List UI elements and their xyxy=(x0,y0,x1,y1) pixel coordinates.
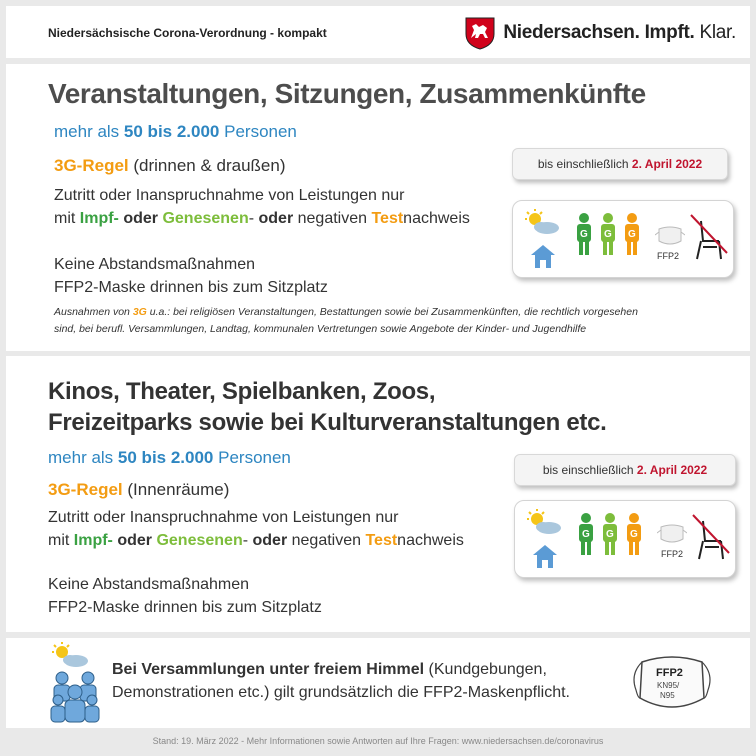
section-title: Veranstaltungen, Sitzungen, Zusammenkünfte xyxy=(48,78,646,109)
sun-cloud-icon xyxy=(50,642,90,668)
assembly-text: Bei Versammlungen unter freiem Himmel (Kundgebungen, Demonstrationen etc.) gilt grundsätzlich die FFP2-Maskenpflicht. xyxy=(112,661,570,701)
sun-cloud-icon xyxy=(523,209,561,235)
ffp2-label: FFP2 xyxy=(661,549,684,559)
measures-text: Keine Abstandsmaßnahmen FFP2-Maske drinnen bis zum Sitzplatz xyxy=(54,256,328,296)
section-culture xyxy=(6,356,750,632)
no-distancing-chair-icon xyxy=(691,513,731,561)
ffp2-label: FFP2 xyxy=(657,251,680,261)
svg-text:G: G xyxy=(606,529,614,540)
validity-date-badge: bis einschließlich 2. April 2022 xyxy=(514,454,736,486)
ffp2-mask-icon xyxy=(657,523,687,545)
access-text: Zutritt oder Inanspruchnahme von Leistungen nur mit Impf- oder Genesenen- oder negativen Testnachweis xyxy=(48,509,464,549)
3g-people-icon xyxy=(573,213,643,259)
mask-text-kn95: KN95/ xyxy=(657,681,680,690)
brand xyxy=(463,16,736,50)
niedersachsen-crest-icon xyxy=(463,16,497,50)
svg-text:G: G xyxy=(582,529,590,540)
section-assemblies xyxy=(6,638,750,728)
house-icon xyxy=(531,543,559,569)
access-text: Zutritt oder Inanspruchnahme von Leistungen nur mit Impf- oder Genesenen- oder negativen Testnachweis xyxy=(54,187,470,227)
footer: Stand: 19. März 2022 - Mehr Informationen sowie Antworten auf Ihre Fragen: www.niedersachsen.de/coronavirus xyxy=(152,736,604,746)
svg-text:G: G xyxy=(580,229,588,240)
section-events xyxy=(6,64,750,351)
crowd-icon xyxy=(50,670,100,724)
rules-icon-box xyxy=(514,500,736,578)
mask-text-ffp2: FFP2 xyxy=(656,667,683,679)
svg-text:G: G xyxy=(630,529,638,540)
svg-text:G: G xyxy=(604,229,612,240)
validity-date-badge: bis einschließlich 2. April 2022 xyxy=(512,148,728,180)
3g-people-icon xyxy=(575,513,645,559)
measures-text: Keine Abstandsmaßnahmen FFP2-Maske drinnen bis zum Sitzplatz xyxy=(48,576,322,616)
section-title: Kinos, Theater, Spielbanken, Zoos, Freizeitparks sowie bei Kulturveranstaltungen etc. xyxy=(48,378,607,436)
ffp2-mask-icon xyxy=(630,654,714,716)
size-limit: mehr als 50 bis 2.000 Personen xyxy=(48,448,291,467)
document-title: Niedersächsische Corona-Verordnung - kompakt xyxy=(48,26,327,40)
rule-line: 3G-Regel (Innenräume) xyxy=(48,480,230,499)
size-limit: mehr als 50 bis 2.000 Personen xyxy=(54,122,297,141)
ffp2-mask-icon xyxy=(655,225,685,247)
no-distancing-chair-icon xyxy=(689,213,729,261)
mask-text-n95: N95 xyxy=(660,691,675,700)
sun-cloud-icon xyxy=(525,509,563,535)
brand-text: Niedersachsen. Impft. Klar. xyxy=(503,22,736,43)
rule-line: 3G-Regel (drinnen & draußen) xyxy=(54,156,286,175)
house-icon xyxy=(529,243,557,269)
rules-icon-box xyxy=(512,200,734,278)
svg-text:G: G xyxy=(628,229,636,240)
exceptions-note: Ausnahmen von 3G u.a.: bei religiösen Veranstaltungen, Bestattungen sowie bei Zusammenkünften, die rechtlich vorgesehen sind, bei berufl. Versammlungen, Landtag, kommunalen Vertretungen sowie Angebote der Kinder- und Jugendhilfe xyxy=(54,306,638,335)
header-bar xyxy=(6,6,750,58)
